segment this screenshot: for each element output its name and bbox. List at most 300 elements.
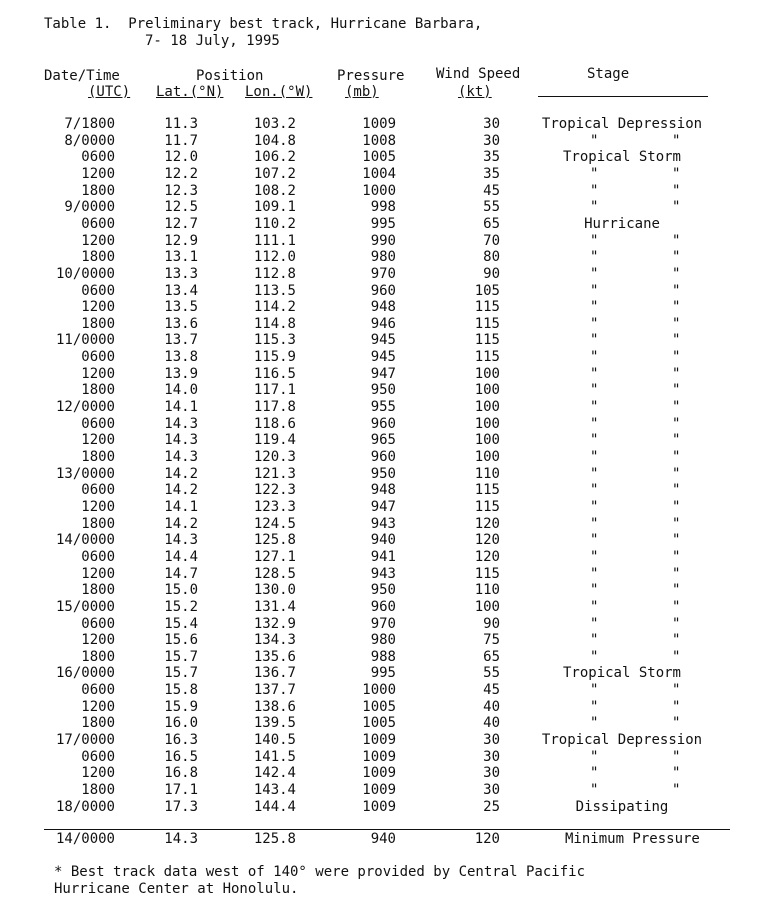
- ditto-mark: ": [672, 465, 681, 482]
- date-time-cell: 10/0000: [55, 265, 115, 282]
- ditto-mark: ": [672, 399, 681, 416]
- ditto-mark: ": [672, 565, 681, 582]
- ditto-mark: ": [590, 415, 599, 432]
- ditto-mark: ": [590, 449, 599, 465]
- summary-divider: [44, 829, 730, 830]
- header-stage: Stage: [587, 66, 630, 82]
- lat-cell: 13.7: [164, 332, 198, 349]
- pressure-cell: 1008: [362, 132, 396, 149]
- table-row: [0, 682, 758, 699]
- header-lon: Lon.(°W): [245, 84, 313, 100]
- lon-cell: 138.6: [253, 698, 296, 715]
- wind-speed-cell: 110: [474, 465, 500, 482]
- ditto-mark: ": [672, 249, 681, 266]
- ditto-mark: ": [590, 548, 599, 565]
- wind-speed-cell: 90: [483, 615, 500, 632]
- pressure-cell: 970: [370, 265, 396, 282]
- pressure-cell: 960: [370, 449, 396, 465]
- ditto-mark: ": [590, 232, 599, 249]
- wind-speed-cell: 65: [483, 648, 500, 665]
- table-row: [0, 283, 758, 300]
- pressure-cell: 943: [370, 515, 396, 532]
- lat-cell: 12.7: [164, 215, 198, 232]
- ditto-mark: ": [672, 332, 681, 349]
- ditto-mark: ": [672, 299, 681, 316]
- date-time-cell: 1800: [81, 315, 115, 332]
- pressure-cell: 945: [370, 332, 396, 349]
- header-kt: (kt): [458, 84, 492, 100]
- lat-cell: 15.6: [164, 632, 198, 649]
- pressure-cell: 950: [370, 465, 396, 482]
- pressure-cell: 943: [370, 565, 396, 582]
- date-time-cell: 15/0000: [55, 598, 115, 615]
- table-row: [0, 199, 758, 216]
- ditto-mark: ": [672, 615, 681, 632]
- summary-lat: 14.3: [164, 831, 198, 847]
- lat-cell: 13.3: [164, 265, 198, 282]
- header-wind-speed: Wind Speed: [436, 66, 521, 82]
- ditto-mark: ": [672, 315, 681, 332]
- lon-cell: 134.3: [253, 632, 296, 649]
- table-row: [0, 233, 758, 250]
- pressure-cell: 990: [370, 232, 396, 249]
- ditto-mark: ": [672, 265, 681, 282]
- lat-cell: 16.3: [164, 732, 198, 749]
- ditto-mark: ": [672, 365, 681, 382]
- date-time-cell: 0600: [81, 215, 115, 232]
- date-time-cell: 1800: [81, 249, 115, 266]
- date-time-cell: 0600: [81, 482, 115, 499]
- lat-cell: 14.2: [164, 482, 198, 499]
- lat-cell: 17.1: [164, 782, 198, 798]
- table-row: [0, 183, 758, 200]
- lat-cell: 14.1: [164, 399, 198, 416]
- lat-cell: 15.0: [164, 582, 198, 599]
- ditto-mark: ": [590, 132, 599, 149]
- lon-cell: 143.4: [253, 782, 296, 798]
- lat-cell: 15.4: [164, 615, 198, 632]
- table-row: [0, 799, 758, 816]
- date-time-cell: 1200: [81, 365, 115, 382]
- pressure-cell: 980: [370, 249, 396, 266]
- lat-cell: 13.5: [164, 299, 198, 316]
- date-time-cell: 1200: [81, 165, 115, 182]
- wind-speed-cell: 30: [483, 116, 500, 132]
- table-row: [0, 715, 758, 732]
- lon-cell: 123.3: [253, 498, 296, 515]
- ditto-mark: ": [672, 632, 681, 649]
- ditto-mark: ": [672, 765, 681, 782]
- ditto-mark: ": [590, 282, 599, 299]
- lat-cell: 14.4: [164, 548, 198, 565]
- summary-wind-speed: 120: [474, 831, 500, 847]
- lon-cell: 137.7: [253, 682, 296, 699]
- ditto-mark: ": [590, 648, 599, 665]
- pressure-cell: 1000: [362, 682, 396, 699]
- table-row: [0, 116, 758, 133]
- wind-speed-cell: 90: [483, 265, 500, 282]
- date-time-cell: 1200: [81, 698, 115, 715]
- date-time-cell: 1200: [81, 299, 115, 316]
- lat-cell: 14.2: [164, 465, 198, 482]
- wind-speed-cell: 55: [483, 199, 500, 216]
- lon-cell: 114.8: [253, 315, 296, 332]
- pressure-cell: 950: [370, 382, 396, 399]
- table-row: [0, 782, 758, 799]
- wind-speed-cell: 115: [474, 299, 500, 316]
- lat-cell: 14.3: [164, 415, 198, 432]
- date-time-cell: 1800: [81, 382, 115, 399]
- lat-cell: 13.4: [164, 282, 198, 299]
- lon-cell: 139.5: [253, 715, 296, 732]
- ditto-mark: ": [590, 365, 599, 382]
- stage-cell: Tropical Depression: [541, 732, 703, 749]
- wind-speed-cell: 30: [483, 765, 500, 782]
- wind-speed-cell: 25: [483, 798, 500, 815]
- wind-speed-cell: 100: [474, 415, 500, 432]
- table-row: [0, 649, 758, 666]
- pressure-cell: 1000: [362, 182, 396, 199]
- lon-cell: 114.2: [253, 299, 296, 316]
- table-row: [0, 249, 758, 266]
- lat-cell: 12.9: [164, 232, 198, 249]
- table-row: [0, 699, 758, 716]
- table-row: [0, 166, 758, 183]
- pressure-cell: 955: [370, 399, 396, 416]
- summary-date-time: 14/0000: [55, 831, 115, 847]
- pressure-cell: 1004: [362, 165, 396, 182]
- table-row: [0, 416, 758, 433]
- lon-cell: 113.5: [253, 282, 296, 299]
- pressure-cell: 995: [370, 665, 396, 682]
- date-time-cell: 0600: [81, 615, 115, 632]
- ditto-mark: ": [672, 199, 681, 216]
- wind-speed-cell: 35: [483, 165, 500, 182]
- lat-cell: 12.5: [164, 199, 198, 216]
- ditto-mark: ": [672, 715, 681, 732]
- lon-cell: 142.4: [253, 765, 296, 782]
- ditto-mark: ": [590, 782, 599, 798]
- header-lat: Lat.(°N): [156, 84, 224, 100]
- date-time-cell: 0600: [81, 682, 115, 699]
- date-time-cell: 1200: [81, 498, 115, 515]
- wind-speed-cell: 115: [474, 349, 500, 366]
- summary-pressure: 940: [370, 831, 396, 847]
- lon-cell: 121.3: [253, 465, 296, 482]
- table-row: [0, 149, 758, 166]
- table-row: [0, 366, 758, 383]
- wind-speed-cell: 45: [483, 682, 500, 699]
- ditto-mark: ": [590, 265, 599, 282]
- stage-header-rule: [538, 96, 708, 97]
- date-time-cell: 12/0000: [55, 399, 115, 416]
- ditto-mark: ": [590, 482, 599, 499]
- pressure-cell: 1005: [362, 715, 396, 732]
- wind-speed-cell: 105: [474, 282, 500, 299]
- wind-speed-cell: 45: [483, 182, 500, 199]
- pressure-cell: 1009: [362, 732, 396, 749]
- wind-speed-cell: 115: [474, 498, 500, 515]
- lat-cell: 16.0: [164, 715, 198, 732]
- lon-cell: 106.2: [253, 149, 296, 166]
- date-time-cell: 7/1800: [64, 116, 115, 132]
- pressure-cell: 941: [370, 548, 396, 565]
- stage-cell: Tropical Depression: [541, 116, 703, 132]
- pressure-cell: 1009: [362, 116, 396, 132]
- ditto-mark: ": [590, 165, 599, 182]
- ditto-mark: ": [672, 349, 681, 366]
- table-row: [0, 616, 758, 633]
- date-time-cell: 0600: [81, 415, 115, 432]
- lon-cell: 132.9: [253, 615, 296, 632]
- pressure-cell: 945: [370, 349, 396, 366]
- wind-speed-cell: 120: [474, 515, 500, 532]
- table-row: [0, 466, 758, 483]
- ditto-mark: ": [672, 748, 681, 765]
- date-time-cell: 18/0000: [55, 798, 115, 815]
- wind-speed-cell: 65: [483, 215, 500, 232]
- table-row: [0, 266, 758, 283]
- lat-cell: 14.3: [164, 532, 198, 549]
- ditto-mark: ": [590, 598, 599, 615]
- lat-cell: 13.9: [164, 365, 198, 382]
- pressure-cell: 965: [370, 432, 396, 449]
- lon-cell: 115.9: [253, 349, 296, 366]
- wind-speed-cell: 100: [474, 449, 500, 465]
- lat-cell: 15.7: [164, 648, 198, 665]
- date-time-cell: 8/0000: [64, 132, 115, 149]
- stage-cell: Tropical Storm: [562, 665, 681, 682]
- lon-cell: 125.8: [253, 532, 296, 549]
- wind-speed-cell: 100: [474, 382, 500, 399]
- title-line-2: 7- 18 July, 1995: [145, 33, 280, 49]
- ditto-mark: ": [672, 232, 681, 249]
- ditto-mark: ": [672, 165, 681, 182]
- ditto-mark: ": [672, 282, 681, 299]
- table-row: [0, 582, 758, 599]
- ditto-mark: ": [672, 598, 681, 615]
- lat-cell: 15.8: [164, 682, 198, 699]
- lon-cell: 144.4: [253, 798, 296, 815]
- wind-speed-cell: 35: [483, 149, 500, 166]
- date-time-cell: 1200: [81, 232, 115, 249]
- date-time-cell: 0600: [81, 282, 115, 299]
- wind-speed-cell: 115: [474, 332, 500, 349]
- pressure-cell: 1009: [362, 765, 396, 782]
- pressure-cell: 948: [370, 482, 396, 499]
- stage-cell: Hurricane: [584, 215, 660, 232]
- pressure-cell: 1009: [362, 748, 396, 765]
- wind-speed-cell: 120: [474, 532, 500, 549]
- lon-cell: 111.1: [253, 232, 296, 249]
- table-row: [0, 449, 758, 466]
- wind-speed-cell: 100: [474, 399, 500, 416]
- wind-speed-cell: 30: [483, 782, 500, 798]
- table-row: [0, 382, 758, 399]
- date-time-cell: 1800: [81, 648, 115, 665]
- header-mb: (mb): [345, 84, 379, 100]
- wind-speed-cell: 120: [474, 548, 500, 565]
- ditto-mark: ": [672, 182, 681, 199]
- wind-speed-cell: 75: [483, 632, 500, 649]
- lon-cell: 124.5: [253, 515, 296, 532]
- table-row: [0, 299, 758, 316]
- date-time-cell: 1800: [81, 515, 115, 532]
- wind-speed-cell: 100: [474, 365, 500, 382]
- ditto-mark: ": [590, 349, 599, 366]
- date-time-cell: 0600: [81, 349, 115, 366]
- date-time-cell: 0600: [81, 748, 115, 765]
- pressure-cell: 995: [370, 215, 396, 232]
- ditto-mark: ": [590, 532, 599, 549]
- date-time-cell: 1800: [81, 715, 115, 732]
- lat-cell: 17.3: [164, 798, 198, 815]
- table-row: [0, 399, 758, 416]
- ditto-mark: ": [672, 132, 681, 149]
- table-row: [0, 516, 758, 533]
- ditto-mark: ": [590, 565, 599, 582]
- ditto-mark: ": [590, 182, 599, 199]
- lon-cell: 120.3: [253, 449, 296, 465]
- ditto-mark: ": [672, 682, 681, 699]
- ditto-mark: ": [590, 399, 599, 416]
- table-row: [0, 532, 758, 549]
- lon-cell: 112.0: [253, 249, 296, 266]
- stage-cell: Tropical Storm: [562, 149, 681, 166]
- lon-cell: 110.2: [253, 215, 296, 232]
- lat-cell: 12.0: [164, 149, 198, 166]
- lat-cell: 13.1: [164, 249, 198, 266]
- table-row: [0, 665, 758, 682]
- summary-row: [0, 831, 758, 848]
- ditto-mark: ": [672, 698, 681, 715]
- ditto-mark: ": [672, 582, 681, 599]
- ditto-mark: ": [672, 432, 681, 449]
- ditto-mark: ": [672, 449, 681, 465]
- ditto-mark: ": [672, 515, 681, 532]
- ditto-mark: ": [590, 748, 599, 765]
- lat-cell: 14.7: [164, 565, 198, 582]
- pressure-cell: 1005: [362, 149, 396, 166]
- date-time-cell: 13/0000: [55, 465, 115, 482]
- lat-cell: 11.7: [164, 132, 198, 149]
- lat-cell: 14.1: [164, 498, 198, 515]
- wind-speed-cell: 115: [474, 315, 500, 332]
- pressure-cell: 1009: [362, 798, 396, 815]
- lon-cell: 109.1: [253, 199, 296, 216]
- pressure-cell: 988: [370, 648, 396, 665]
- date-time-cell: 1200: [81, 432, 115, 449]
- date-time-cell: 1800: [81, 449, 115, 465]
- table-row: [0, 432, 758, 449]
- header-position: Position: [196, 68, 264, 84]
- pressure-cell: 998: [370, 199, 396, 216]
- lon-cell: 122.3: [253, 482, 296, 499]
- ditto-mark: ": [590, 465, 599, 482]
- footnote-line-1: * Best track data west of 140° were provided by Central Pacific: [54, 864, 586, 880]
- lat-cell: 16.5: [164, 748, 198, 765]
- date-time-cell: 0600: [81, 149, 115, 166]
- ditto-mark: ": [590, 515, 599, 532]
- lat-cell: 13.6: [164, 315, 198, 332]
- ditto-mark: ": [590, 615, 599, 632]
- footnote-line-2: Hurricane Center at Honolulu.: [54, 881, 299, 897]
- lon-cell: 104.8: [253, 132, 296, 149]
- lon-cell: 141.5: [253, 748, 296, 765]
- lat-cell: 15.2: [164, 598, 198, 615]
- header-date-time: Date/Time: [44, 68, 120, 84]
- lat-cell: 14.3: [164, 432, 198, 449]
- date-time-cell: 11/0000: [55, 332, 115, 349]
- pressure-cell: 946: [370, 315, 396, 332]
- wind-speed-cell: 40: [483, 698, 500, 715]
- ditto-mark: ": [590, 315, 599, 332]
- stage-cell: Dissipating: [575, 798, 669, 815]
- ditto-mark: ": [590, 698, 599, 715]
- table-row: [0, 349, 758, 366]
- lon-cell: 135.6: [253, 648, 296, 665]
- header-pressure: Pressure: [337, 68, 405, 84]
- lon-cell: 136.7: [253, 665, 296, 682]
- date-time-cell: 1200: [81, 765, 115, 782]
- pressure-cell: 947: [370, 365, 396, 382]
- wind-speed-cell: 115: [474, 565, 500, 582]
- ditto-mark: ": [590, 765, 599, 782]
- ditto-mark: ": [672, 548, 681, 565]
- table-row: [0, 216, 758, 233]
- pressure-cell: 980: [370, 632, 396, 649]
- pressure-cell: 960: [370, 598, 396, 615]
- ditto-mark: ": [590, 682, 599, 699]
- lon-cell: 119.4: [253, 432, 296, 449]
- table-row: [0, 499, 758, 516]
- table-row: [0, 632, 758, 649]
- title-line-1: Table 1. Preliminary best track, Hurricane Barbara,: [44, 16, 483, 32]
- table-row: [0, 332, 758, 349]
- wind-speed-cell: 70: [483, 232, 500, 249]
- pressure-cell: 970: [370, 615, 396, 632]
- footnote: [54, 864, 585, 898]
- lat-cell: 11.3: [164, 116, 198, 132]
- date-time-cell: 1800: [81, 182, 115, 199]
- lon-cell: 131.4: [253, 598, 296, 615]
- date-time-cell: 16/0000: [55, 665, 115, 682]
- lon-cell: 118.6: [253, 415, 296, 432]
- date-time-cell: 17/0000: [55, 732, 115, 749]
- pressure-cell: 960: [370, 282, 396, 299]
- lat-cell: 12.3: [164, 182, 198, 199]
- pressure-cell: 1009: [362, 782, 396, 798]
- lat-cell: 16.8: [164, 765, 198, 782]
- lat-cell: 15.7: [164, 665, 198, 682]
- pressure-cell: 940: [370, 532, 396, 549]
- date-time-cell: 1800: [81, 782, 115, 798]
- ditto-mark: ": [590, 582, 599, 599]
- pressure-cell: 1005: [362, 698, 396, 715]
- lon-cell: 103.2: [253, 116, 296, 132]
- lon-cell: 115.3: [253, 332, 296, 349]
- date-time-cell: 1200: [81, 565, 115, 582]
- summary-stage: Minimum Pressure: [565, 831, 700, 847]
- ditto-mark: ": [590, 299, 599, 316]
- wind-speed-cell: 30: [483, 132, 500, 149]
- wind-speed-cell: 55: [483, 665, 500, 682]
- wind-speed-cell: 110: [474, 582, 500, 599]
- lat-cell: 12.2: [164, 165, 198, 182]
- pressure-cell: 948: [370, 299, 396, 316]
- table-row: [0, 133, 758, 150]
- pressure-cell: 960: [370, 415, 396, 432]
